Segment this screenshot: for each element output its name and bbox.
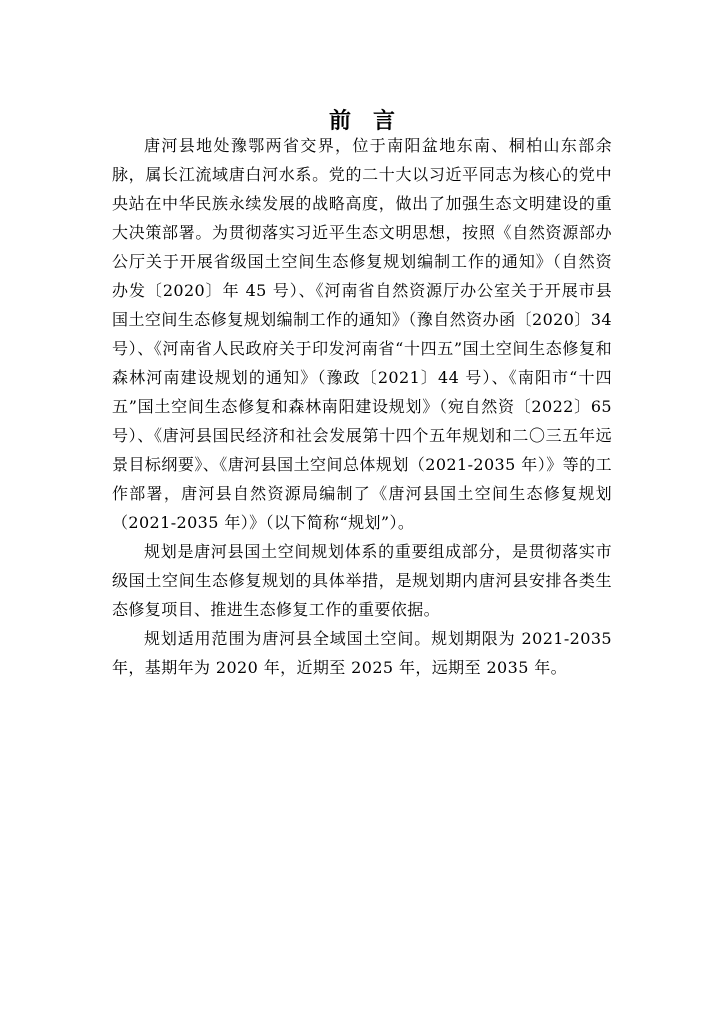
paragraph-scope: 规划适用范围为唐河县全域国土空间。规划期限为 2021-2035 年，基期年为 2020 年，近期至 2025 年，远期至 2035 年。 xyxy=(112,629,612,677)
paragraph-role: 规划是唐河县国土空间规划体系的重要组成部分，是贯彻落实市级国土空间生态修复规划的具体举措，是规划期内唐河县安排各类生态修复项目、推进生态修复工作的重要依据。 xyxy=(112,542,612,619)
preface-body xyxy=(112,131,612,682)
paragraph-background: 唐河县地处豫鄂两省交界，位于南阳盆地东南、桐柏山东部余脉，属长江流域唐白河水系。党的二十大以习近平同志为核心的党中央站在中华民族永续发展的战略高度，做出了加强生态文明建设的重大决策部署。为贯彻落实习近平生态文明思想，按照《自然资源部办公厅关于开展省级国土空间生态修复规划编制工作的通知》（自然资办发〔2020〕年 45 号）、《河南省自然资源厅办公室关于开展市县国土空间生态修复规划编制工作的通知》（豫自然资办函〔2020〕34 号）、《河南省人民政府关于印发河南省“十四五”国土空间生态修复和森林河南建设规划的通知》（豫政〔2021〕44 号）、《南阳市“十四五”国土空间生态修复和森林南阳建设规划》（宛自然资〔2022〕65 号）、《唐河县国民经济和社会发展第十四个五年规划和二〇三五年远景目标纲要》、《唐河县国土空间总体规划（2021-2035 年）》等的工作部署，唐河县自然资源局编制了《唐河县国土空间生态修复规划（2021-2035 年）》（以下简称“规划”）。 xyxy=(112,136,612,532)
page-title: 前言 xyxy=(328,108,417,134)
